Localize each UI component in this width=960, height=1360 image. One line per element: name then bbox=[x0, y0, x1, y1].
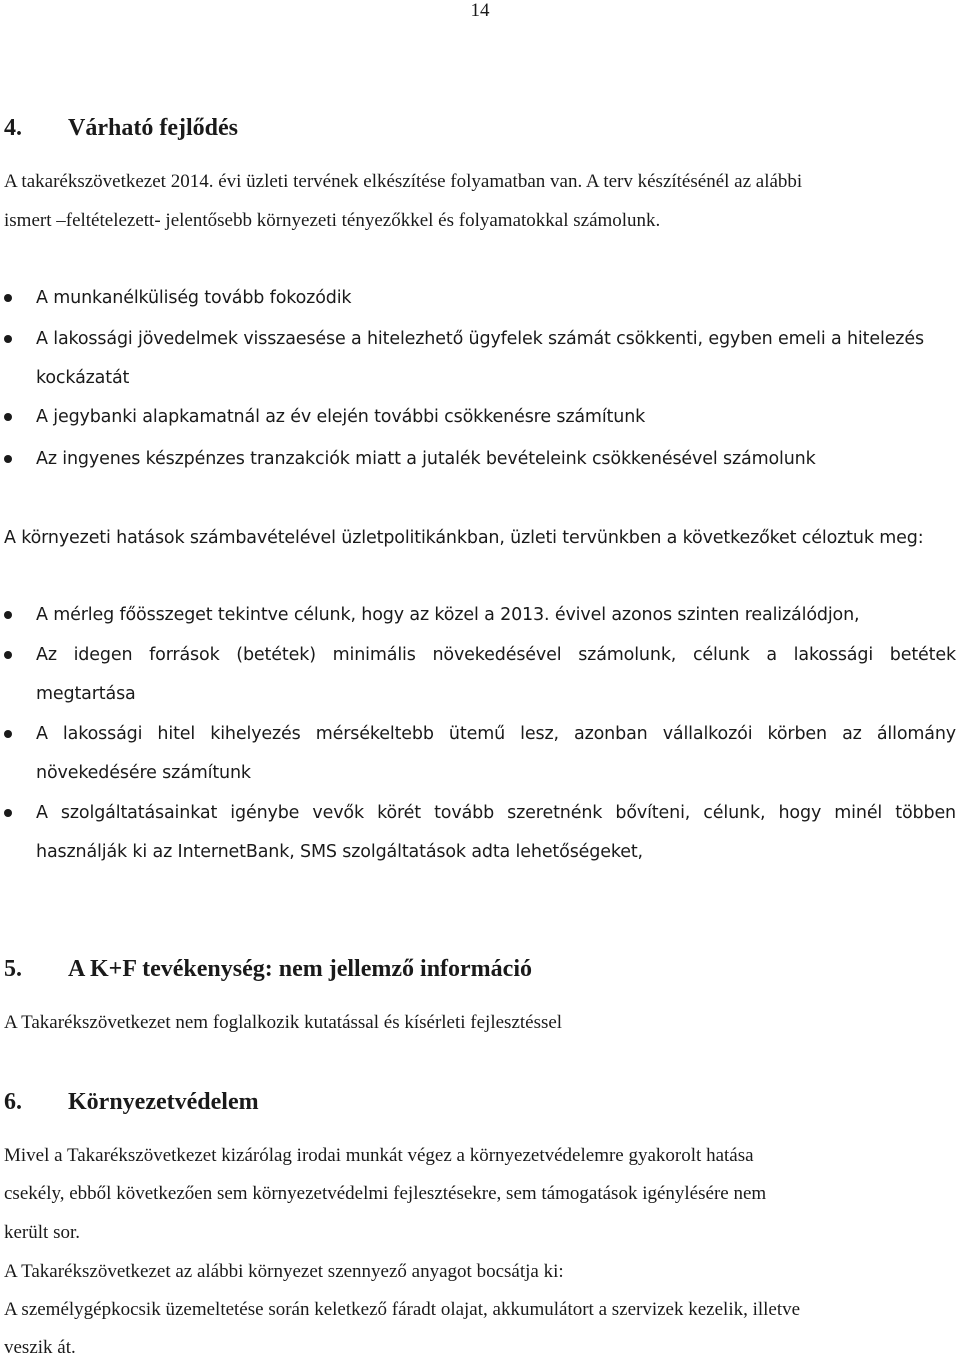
goal-item-1: A mérleg főösszeget tekintve célunk, hogy az közel a 2013. évivel azonos szinten realizálódjon, bbox=[36, 605, 860, 625]
goal-item-2-line-2: megtartása bbox=[36, 684, 136, 704]
goal-item-4-line-1: A szolgáltatásainkat igénybe vevők körét tovább szeretnénk bővíteni, célunk, hogy minél többen bbox=[36, 803, 956, 823]
goal-item-4-line-2: használják ki az InternetBank, SMS szolgáltatások adta lehetőségeket, bbox=[36, 842, 643, 862]
bullet-icon bbox=[4, 651, 12, 659]
section-5-heading bbox=[4, 955, 956, 983]
section-6-p2: A Takarékszövetkezet az alábbi környezet szennyező anyagot bocsátja ki: bbox=[4, 1261, 564, 1282]
factor-item-1: A munkanélküliség tovább fokozódik bbox=[36, 288, 352, 308]
section-4-intro-line-1: A takarékszövetkezet 2014. évi üzleti tervének elkészítése folyamatban van. A terv készítésénél az alábbi bbox=[4, 171, 803, 192]
goal-item-3-line-2: növekedésére számítunk bbox=[36, 763, 251, 783]
factor-item-3: A jegybanki alapkamatnál az év elején további csökkenésre számítunk bbox=[36, 407, 646, 427]
bullet-icon bbox=[4, 335, 12, 343]
bullet-icon bbox=[4, 730, 12, 738]
section-5-title: A K+F tevékenység: nem jellemző információ bbox=[68, 956, 532, 982]
section-6-title: Környezetvédelem bbox=[68, 1089, 259, 1115]
section-6-p1-line-1: Mivel a Takarékszövetkezet kizárólag irodai munkát végez a környezetvédelemre gyakorolt hatása bbox=[4, 1145, 754, 1166]
section-5-number: 5. bbox=[4, 956, 22, 982]
bullet-icon bbox=[4, 413, 12, 421]
goal-item-3-line-1: A lakossági hitel kihelyezés mérsékeltebb ütemű lesz, azonban vállalkozói körben az állomány bbox=[36, 724, 956, 744]
section-4-intro-line-2: ismert –feltételezett- jelentősebb környezeti tényezőkkel és folyamatokkal számolunk. bbox=[4, 210, 661, 231]
goals-intro: A környezeti hatások számbavételével üzletpolitikánkban, üzleti tervünkben a következőket céloztuk meg: bbox=[4, 528, 924, 548]
section-6-number: 6. bbox=[4, 1089, 22, 1115]
factor-item-4: Az ingyenes készpénzes tranzakciók miatt a jutalék bevételeink csökkenésével számolunk bbox=[36, 449, 816, 469]
page-number: 14 bbox=[470, 0, 490, 21]
section-4-heading bbox=[4, 114, 956, 142]
section-6-p1-line-3: került sor. bbox=[4, 1222, 80, 1243]
bullet-icon bbox=[4, 455, 12, 463]
section-5-text: A Takarékszövetkezet nem foglalkozik kutatással és kísérleti fejlesztéssel bbox=[4, 1012, 563, 1033]
section-4-title: Várható fejlődés bbox=[68, 115, 238, 141]
factor-item-2-line-2: kockázatát bbox=[36, 368, 130, 388]
bullet-icon bbox=[4, 611, 12, 619]
section-6-p3-line-2: veszik át. bbox=[4, 1337, 76, 1358]
section-6-p1-line-2: csekély, ebből következően sem környezetvédelmi fejlesztésekre, sem támogatások igénylésére nem bbox=[4, 1183, 767, 1204]
bullet-icon bbox=[4, 294, 12, 302]
section-6-p3-line-1: A személygépkocsik üzemeltetése során keletkező fáradt olajat, akkumulátort a szervizek kezelik, illetve bbox=[4, 1299, 801, 1320]
bullet-icon bbox=[4, 809, 12, 817]
section-4-number: 4. bbox=[4, 115, 22, 141]
section-6-heading bbox=[4, 1088, 956, 1116]
factor-item-2-line-1: A lakossági jövedelmek visszaesése a hitelezhető ügyfelek számát csökkenti, egyben emeli a hitelezés bbox=[36, 329, 924, 349]
goal-item-2-line-1: Az idegen források (betétek) minimális növekedésével számolunk, célunk a lakossági betétek bbox=[36, 645, 956, 665]
